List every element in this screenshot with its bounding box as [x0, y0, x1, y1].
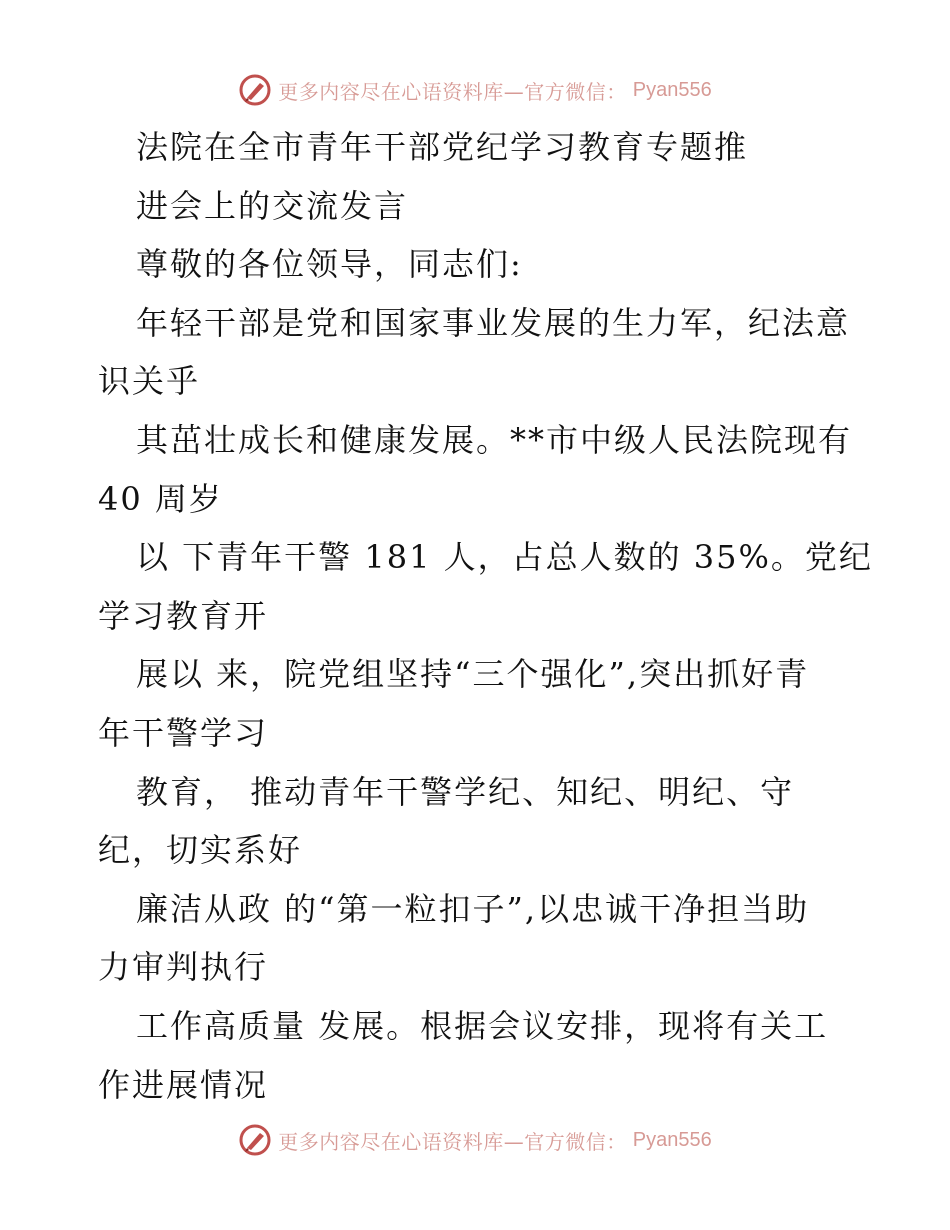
doc-line: 法院在全市青年干部党纪学习教育专题推 — [136, 128, 749, 166]
doc-line: 纪，切实系好 — [98, 831, 303, 870]
pen-seal-icon — [238, 73, 272, 107]
doc-line: 廉洁从政 的“第一粒扣子”,以忠诚干净担当助 — [136, 889, 810, 928]
doc-line: 教育， 推动青年干警学纪、知纪、明纪、守 — [136, 772, 795, 811]
doc-line: 作进展情况 — [98, 1065, 269, 1104]
header-watermark — [0, 70, 950, 110]
doc-line: 40 周岁 — [98, 479, 223, 518]
doc-line: 进会上的交流发言 — [136, 186, 409, 225]
doc-line: 工作高质量 发展。根据会议安排，现将有关工 — [136, 1006, 829, 1045]
doc-line: 其茁壮成长和健康发展。**市中级人民法院现有 — [136, 420, 853, 459]
pen-seal-icon — [238, 1123, 272, 1157]
watermark-handle: Pyan556 — [632, 1128, 712, 1151]
doc-line: 年轻干部是党和国家事业发展的生力军，纪法意 — [136, 303, 851, 342]
doc-line: 以 下青年干警 181 人，占总人数的 35%。党纪 — [136, 538, 873, 577]
watermark-text: 更多内容尽在心语资料库—官方微信： — [278, 79, 627, 104]
document-body — [98, 118, 873, 1114]
doc-line: 年干警学习 — [98, 713, 269, 752]
doc-line: 展以 来，院党组坚持“三个强化”,突出抓好青 — [136, 655, 810, 694]
doc-line: 识关乎 — [98, 362, 201, 401]
footer-watermark — [0, 1120, 950, 1160]
doc-line: 尊敬的各位领导，同志们: — [136, 245, 523, 284]
watermark-handle: Pyan556 — [632, 78, 712, 101]
doc-line: 学习教育开 — [98, 596, 269, 635]
watermark-text: 更多内容尽在心语资料库—官方微信： — [278, 1129, 627, 1154]
doc-line: 力审判执行 — [98, 948, 269, 987]
